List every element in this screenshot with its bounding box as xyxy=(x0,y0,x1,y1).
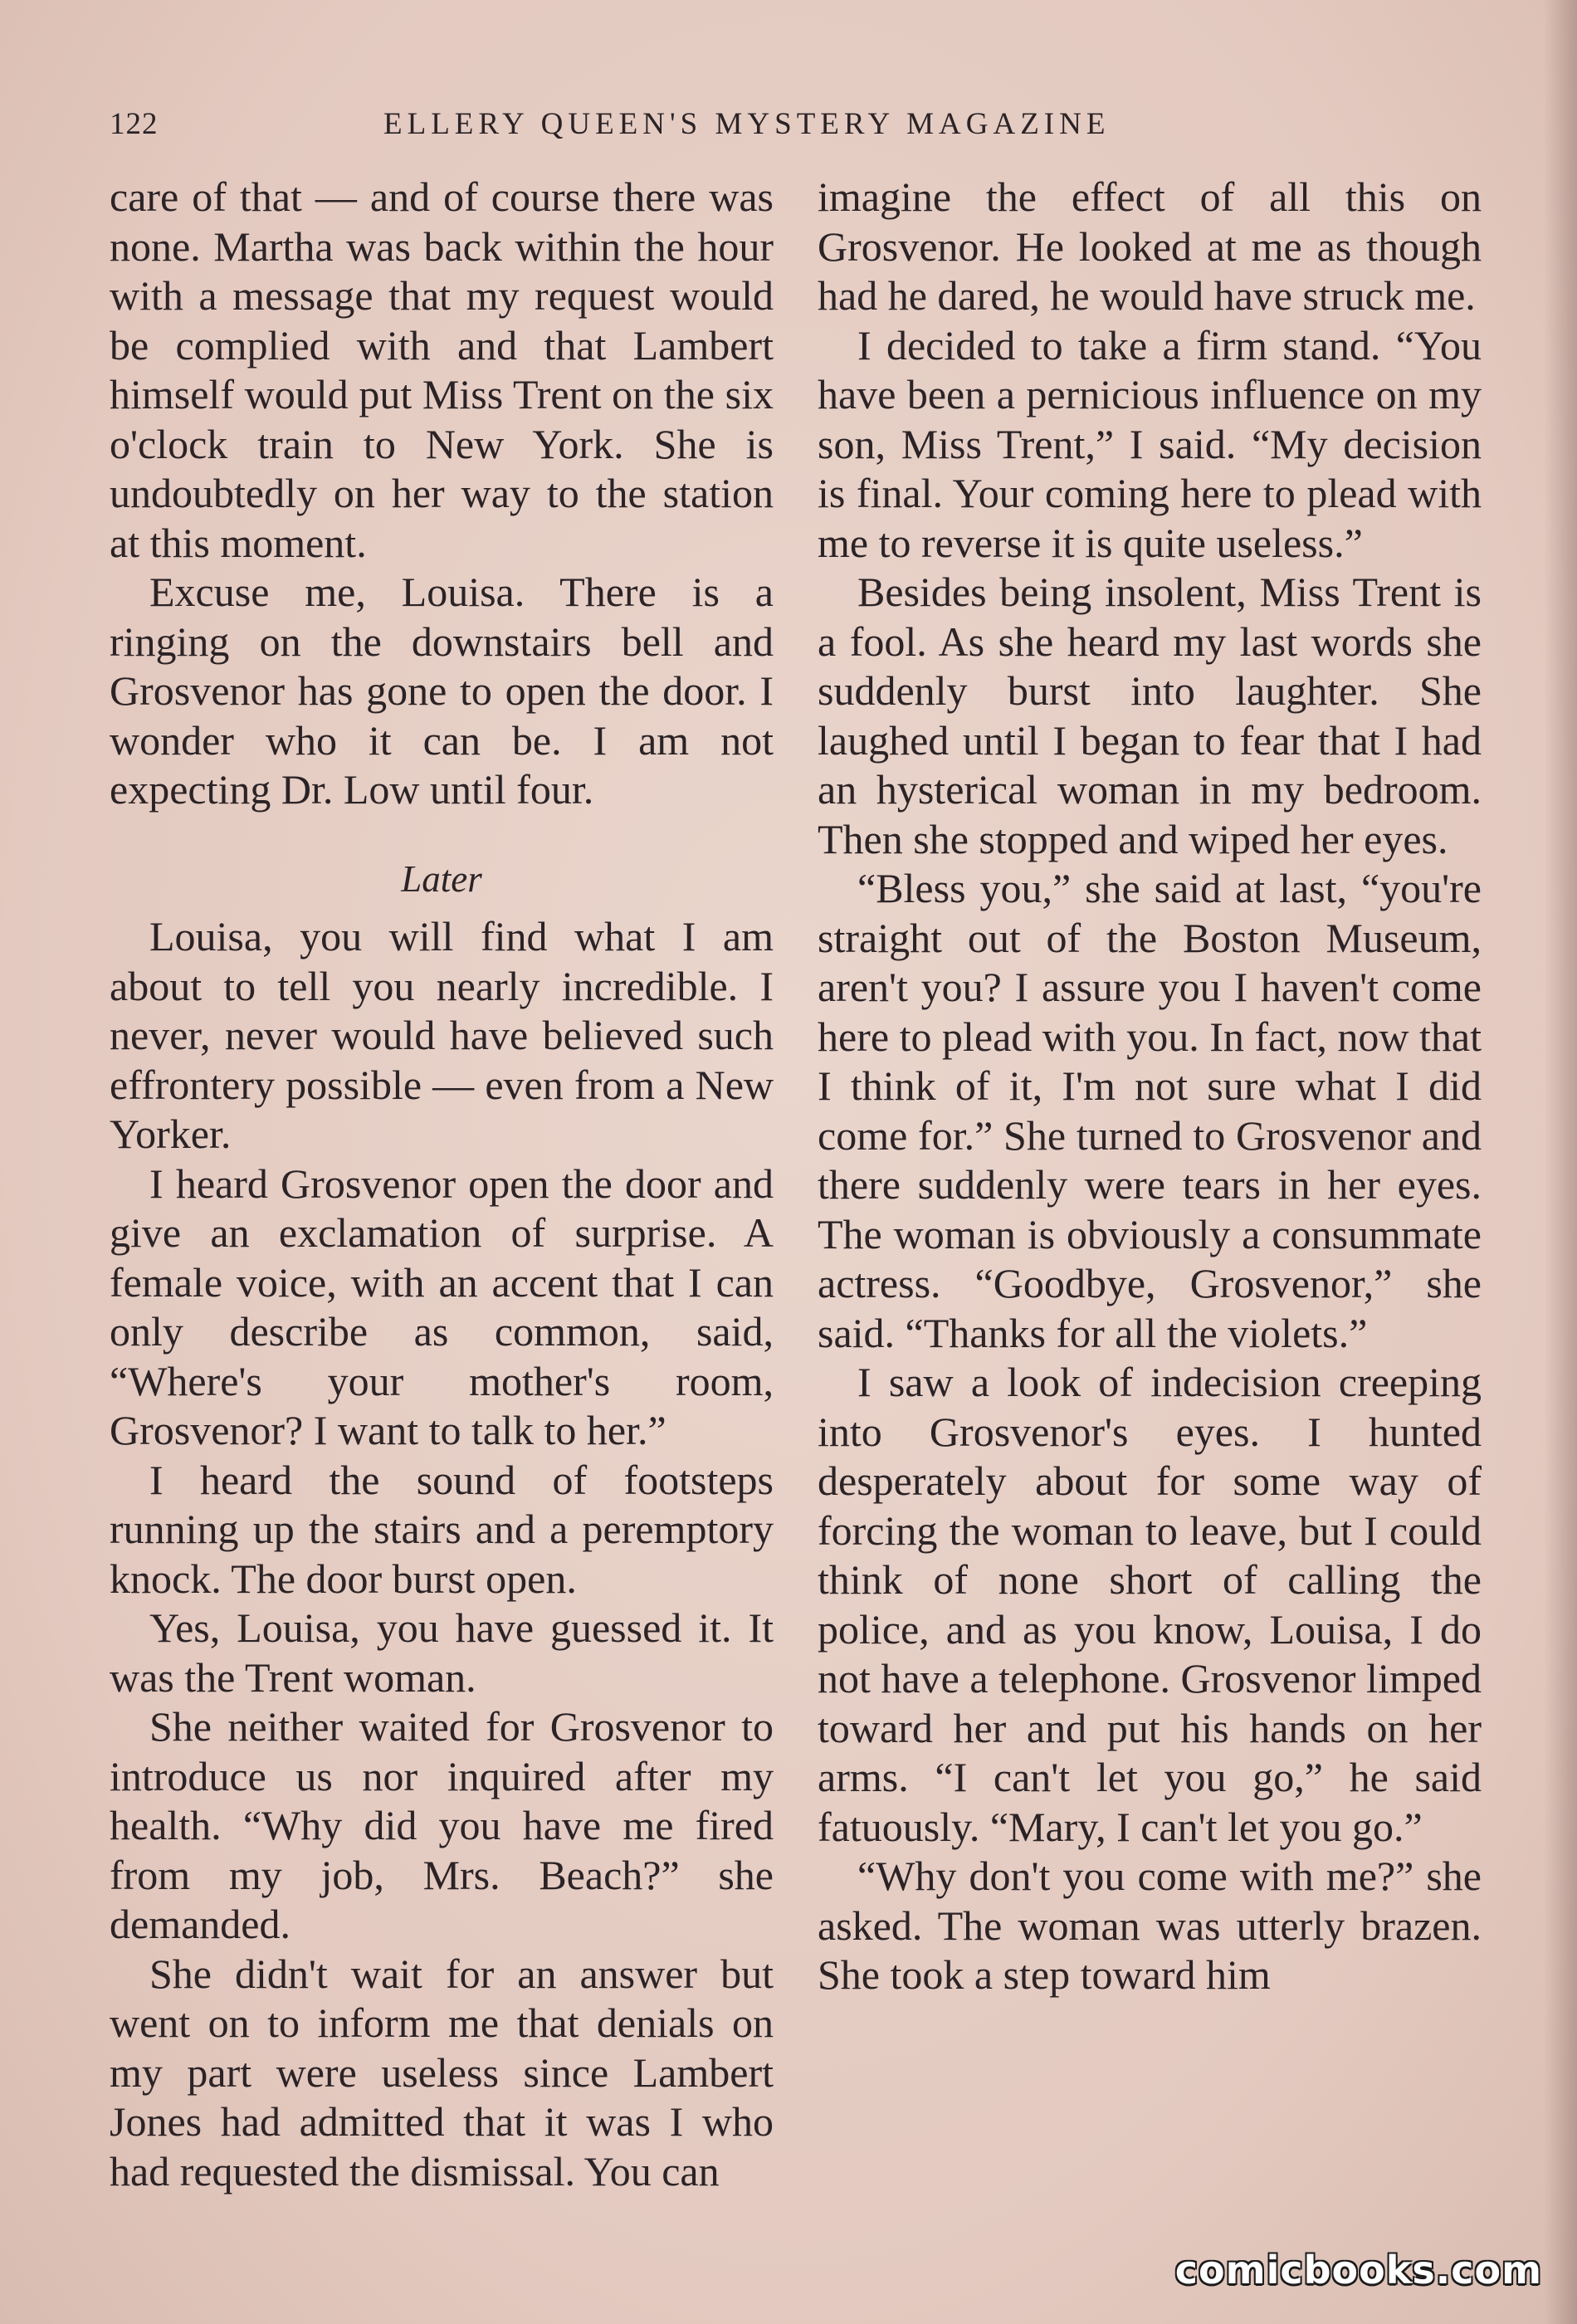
left-column xyxy=(110,173,774,2196)
watermark: comicbooks.com xyxy=(1174,2248,1542,2292)
paragraph: Excuse me, Louisa. There is a ringing on the downstairs bell and Grosvenor has gone to open the door. I wonder who it can be. I am not expecting Dr. Low until four. xyxy=(110,569,774,813)
paragraph: I saw a look of indecision creeping into Grosvenor's eyes. I hunted desperately about for some way of forcing the woman to leave, but I could think of none short of calling the police, and as you know, Louisa, I do not have a telephone. Grosvenor limped toward her and put his hands on her arms. “I can't let you go,” he said fatuously. “Mary, I can't let you go.” xyxy=(818,1359,1482,1850)
page-number: 122 xyxy=(110,107,159,141)
paragraph: Yes, Louisa, you have guessed it. It was the Trent woman. xyxy=(110,1604,774,1701)
right-column xyxy=(818,173,1482,2000)
paragraph: “Bless you,” she said at last, “you're straight out of the Boston Museum, aren't you? I assure you I haven't come here to plead with you. In fact, now that I think of it, I'm not sure what I did come for.” She turned to Grosvenor and there suddenly were tears in her eyes. The woman is obviously a consummate actress. “Goodbye, Grosvenor,” she said. “Thanks for all the violets.” xyxy=(818,865,1482,1356)
paragraph: care of that — and of course there was none. Martha was back within the hour with a message that my request would be complied with and that Lambert himself would put Miss Trent on the six o'clock train to New York. She is undoubtedly on her way to the station at this moment. xyxy=(110,173,774,566)
paragraph: imagine the effect of all this on Grosvenor. He looked at me as though had he dared, he would have struck me. xyxy=(818,173,1482,319)
paragraph: I heard the sound of footsteps running up the stairs and a peremptory knock. The door burst open. xyxy=(110,1456,774,1602)
paragraph: I decided to take a firm stand. “You have been a pernicious influence on my son, Miss Trent,” I said. “My decision is final. Your coming here to plead with me to reverse it is quite useless.” xyxy=(818,321,1482,566)
paragraph: Louisa, you will find what I am about to tell you nearly incredible. I never, never would have believed such effrontery possible — even from a New Yorker. xyxy=(110,913,774,1157)
paragraph: “Why don't you come with me?” she asked. The woman was utterly brazen. She took a step toward him xyxy=(818,1853,1482,1998)
page-header xyxy=(110,106,1479,148)
running-head: ELLERY QUEEN'S MYSTERY MAGAZINE xyxy=(383,107,1111,141)
paragraph: I heard Grosvenor open the door and give an exclamation of surprise. A female voice, with an accent that I can only describe as common, said, “Where's your mother's room, Grosvenor? I want to talk to her.” xyxy=(110,1160,774,1453)
paragraph: She neither waited for Grosvenor to introduce us nor inquired after my health. “Why did you have me fired from my job, Mrs. Beach?” she demanded. xyxy=(110,1703,774,1947)
paragraph: Besides being insolent, Miss Trent is a fool. As she heard my last words she suddenly burst into laughter. She laughed until I began to fear that I had an hysterical woman in my bedroom. Then she stopped and wiped her eyes. xyxy=(818,569,1482,862)
page-edge-shadow xyxy=(1544,0,1577,2324)
paragraph: She didn't wait for an answer but went on to inform me that denials on my part were useless since Lambert Jones had admitted that it was I who had requested the dismissal. You can xyxy=(110,1950,774,2195)
section-heading: Later xyxy=(401,857,482,900)
